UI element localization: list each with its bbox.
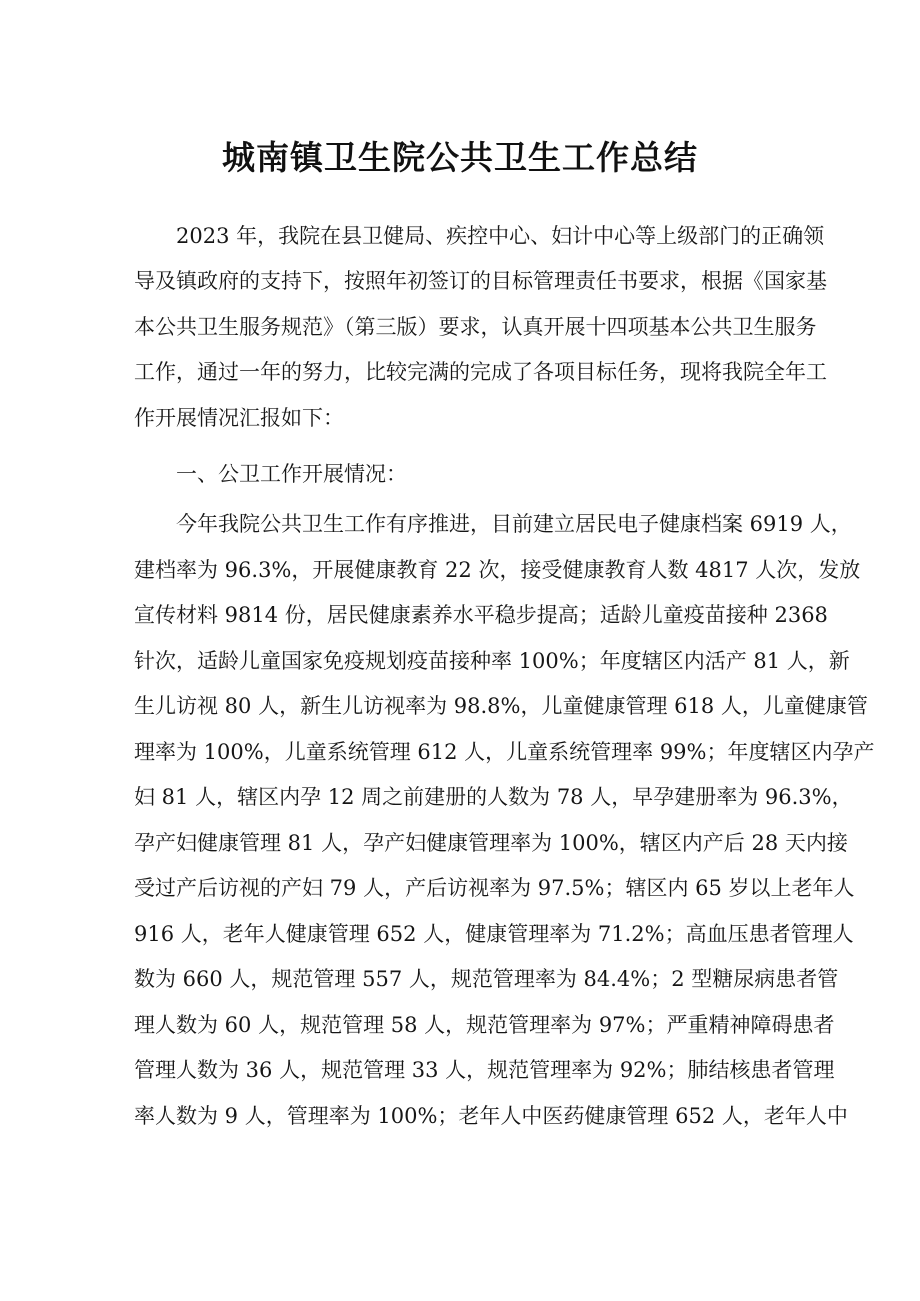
body-line: 今年我院公共卫生工作有序推进，目前建立居民电子健康档案 6919 人， <box>176 512 852 536</box>
body-line: 妇 81 人，辖区内孕 12 周之前建册的人数为 78 人，早孕建册率为 96.3%， <box>134 785 853 809</box>
intro-line: 导及镇政府的支持下，按照年初签订的目标管理责任书要求，根据《国家基 <box>134 269 827 293</box>
intro-line: 本公共卫生服务规范》（第三版）要求，认真开展十四项基本公共卫生服务 <box>134 315 817 339</box>
body-line: 理人数为 60 人，规范管理 58 人，规范管理率为 97%；严重精神障碍患者 <box>134 1013 835 1037</box>
body-line: 宣传材料 9814 份，居民健康素养水平稳步提高；适龄儿童疫苗接种 2368 <box>134 603 828 627</box>
intro-line: 作开展情况汇报如下： <box>134 406 344 430</box>
body-line: 受过产后访视的产妇 79 人，产后访视率为 97.5%；辖区内 65 岁以上老年人 <box>134 876 855 900</box>
body-line: 率人数为 9 人，管理率为 100%；老年人中医药健康管理 652 人，老年人中 <box>134 1104 848 1128</box>
body-line: 建档率为 96.3%，开展健康教育 22 次，接受健康教育人数 4817 人次，发放 <box>134 558 861 582</box>
body-line: 管理人数为 36 人，规范管理 33 人，规范管理率为 92%；肺结核患者管理 <box>134 1058 835 1082</box>
intro-line: 工作，通过一年的努力，比较完满的完成了各项目标任务，现将我院全年工 <box>134 360 827 384</box>
document-title: 城南镇卫生院公共卫生工作总结 <box>222 138 698 177</box>
body-line: 数为 660 人，规范管理 557 人，规范管理率为 84.4%；2 型糖尿病患者管 <box>134 967 839 991</box>
body-line: 生儿访视 80 人，新生儿访视率为 98.8%，儿童健康管理 618 人，儿童健康管 <box>134 694 868 718</box>
intro-line: 2023 年，我院在县卫健局、疾控中心、妇计中心等上级部门的正确领 <box>176 224 825 248</box>
body-line: 理率为 100%，儿童系统管理 612 人，儿童系统管理率 99%；年度辖区内孕产 <box>134 740 875 764</box>
body-line: 916 人，老年人健康管理 652 人，健康管理率为 71.2%；高血压患者管理人 <box>134 922 854 946</box>
body-line: 针次，适龄儿童国家免疫规划疫苗接种率 100%；年度辖区内活产 81 人，新 <box>134 649 850 673</box>
section-heading: 一、公卫工作开展情况： <box>176 462 407 486</box>
body-line: 孕产妇健康管理 81 人，孕产妇健康管理率为 100%，辖区内产后 28 天内接 <box>134 831 848 855</box>
